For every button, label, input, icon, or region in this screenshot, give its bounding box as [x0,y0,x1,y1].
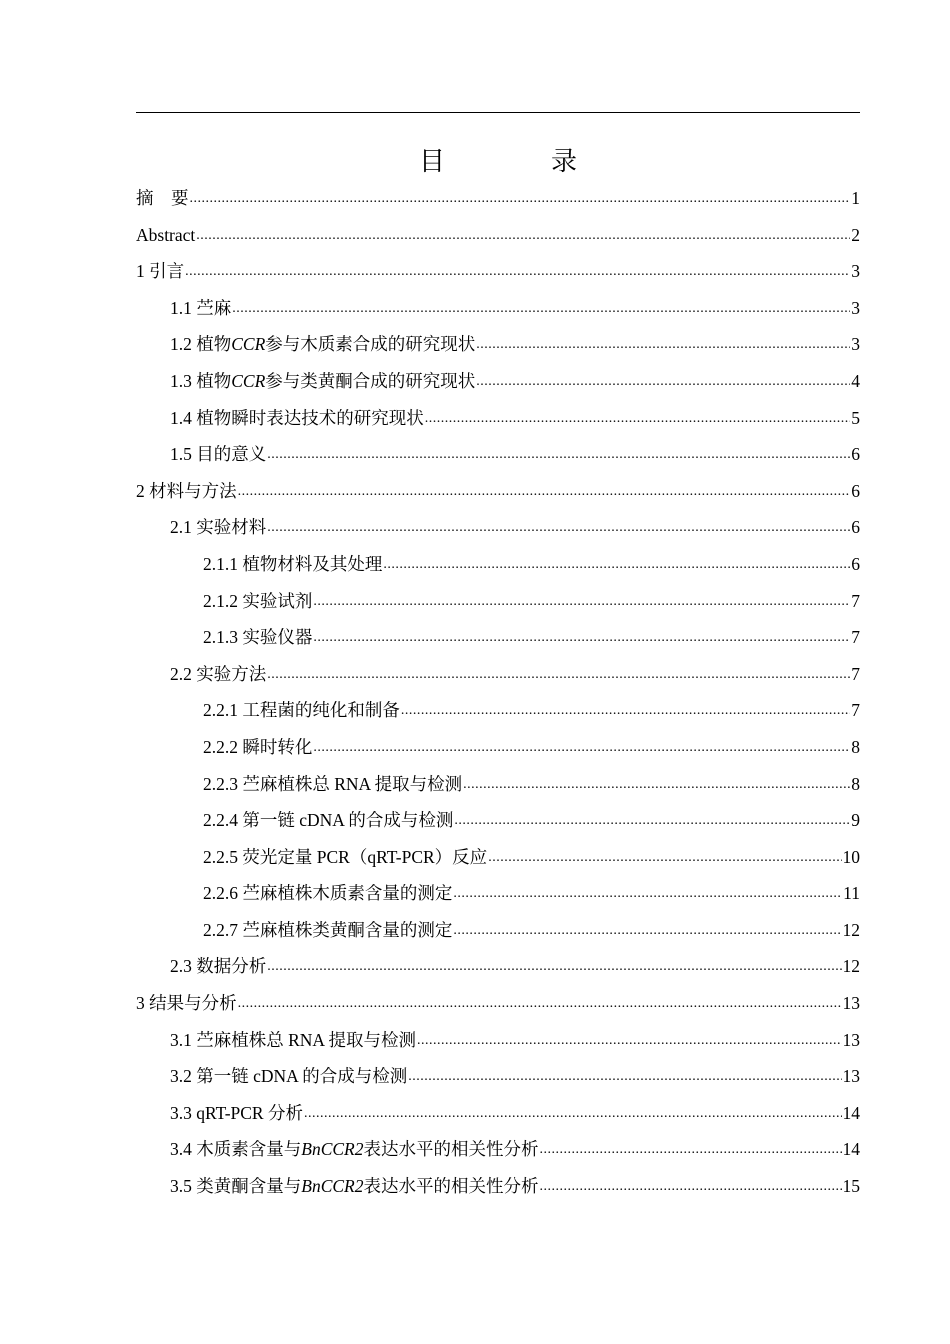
toc-entry-number: 2.2.2 [203,736,238,757]
dot-leader [190,178,851,218]
toc-page-number: 9 [851,810,860,831]
toc-entry[interactable] [136,217,860,254]
toc-entry-title [136,253,184,290]
dot-leader [454,800,850,840]
toc-entry-title [203,729,312,766]
toc-page-number: 11 [843,883,860,904]
toc-entry-text: 目的意义 [196,444,267,465]
toc-entry-title [203,912,452,949]
toc-entry[interactable] [136,692,860,729]
toc-entry-text: 苎麻植株木质素含量的测定 [242,883,453,904]
dot-leader [267,946,841,986]
toc-entry-text: 类黄酮含量与 [196,1176,302,1197]
toc-entry-number: 3.2 [170,1066,192,1087]
dot-leader [453,873,842,913]
toc-entry-number: 2.1 [170,517,192,538]
toc-entry-text: 植物 [196,334,232,355]
dot-leader [463,764,850,804]
toc-entry-text: 实验仪器 [242,627,313,648]
toc-entry-number: 3.1 [170,1029,192,1050]
toc-entry-number: 3 [136,993,145,1014]
toc-entry[interactable] [136,509,860,546]
toc-page-number: 13 [842,1029,860,1050]
toc-entry-title [170,1022,416,1059]
toc-entry-text: 结果与分析 [149,993,237,1014]
toc-page-number: 6 [851,517,860,538]
toc-page-number: 10 [842,846,860,867]
toc-page-number: 5 [851,407,860,428]
toc-entry-number: 2.2.1 [203,700,238,721]
toc-entry-title [203,546,382,583]
toc-entry-text: 实验方法 [196,663,267,684]
toc-entry-title [170,436,266,473]
toc-entry[interactable] [136,1131,860,1168]
toc-entry-number: 3.4 [170,1139,192,1160]
toc-entry-number: 1.3 [170,370,192,391]
toc-entry-number: 1.2 [170,334,192,355]
toc-entry[interactable] [136,875,860,912]
toc-entry-gene-name: CCR [231,370,266,391]
toc-entry[interactable] [136,290,860,327]
toc-entry-number: 2.1.3 [203,627,238,648]
toc-entry[interactable] [136,436,860,473]
dot-leader [196,215,850,255]
toc-entry-title [203,692,400,729]
toc-entry[interactable] [136,363,860,400]
dot-leader [313,581,850,621]
toc-entry[interactable] [136,802,860,839]
toc-page-number: 3 [851,261,860,282]
toc-entry-text: 材料与方法 [149,480,237,501]
toc-entry-title [170,656,266,693]
toc-entry-number: 1 [136,261,145,282]
toc-entry-title [136,985,237,1022]
dot-leader [539,1129,841,1169]
toc-page-number: 7 [851,590,860,611]
toc-entry-number: 1.1 [170,297,192,318]
toc-entry[interactable] [136,912,860,949]
toc-page-number: 13 [842,993,860,1014]
toc-entry-title [170,1168,538,1205]
toc-entry-text: 植物瞬时表达技术的研究现状 [196,407,424,428]
toc-entry-number: 3.3 [170,1102,192,1123]
toc-entry-number: 2.2.7 [203,919,238,940]
toc-entry[interactable] [136,546,860,583]
toc-page-number: 6 [851,480,860,501]
toc-entry-text: 参与木质素合成的研究现状 [265,334,476,355]
toc-page-number: 12 [842,919,860,940]
toc-entry-text: 荧光定量 PCR（qRT-PCR）反应 [242,846,488,867]
dot-leader [488,837,841,877]
toc-entry[interactable] [136,253,860,290]
toc-entry-number: 2.1.2 [203,590,238,611]
toc-entry[interactable] [136,729,860,766]
toc-entry-text: 表达水平的相关性分析 [363,1139,539,1160]
toc-entry-text: 植物材料及其处理 [242,553,383,574]
toc-entry-number: 2.2.4 [203,810,238,831]
toc-entry-text: 苎麻植株总 RNA 提取与检测 [242,773,463,794]
toc-page-number: 13 [842,1066,860,1087]
toc-entry-gene-name: BnCCR2 [301,1139,364,1160]
toc-entry-gene-name: CCR [231,334,266,355]
header-rule [136,112,860,113]
toc-entry-title [203,802,453,839]
toc-entry-number: 1.5 [170,444,192,465]
toc-entry[interactable] [136,1095,860,1132]
toc-entry-text: 引言 [149,261,185,282]
dot-leader [313,617,850,657]
dot-leader [238,983,842,1023]
toc-entry-text: 第一链 cDNA 的合成与检测 [242,810,454,831]
toc-entry-number: 2.2.3 [203,773,238,794]
dot-leader [185,251,850,291]
toc-entry-title [203,839,487,876]
toc-entry-number: 2.2.5 [203,846,238,867]
toc-page-number: 6 [851,444,860,465]
dot-leader [313,727,850,767]
toc-entry-text: 工程菌的纯化和制备 [242,700,400,721]
dot-leader [267,654,850,694]
toc-page-number: 12 [842,956,860,977]
toc-page-number: 7 [851,627,860,648]
toc-entry-title [136,217,195,254]
dot-leader [453,910,841,950]
toc-entry-title [170,509,266,546]
toc-entry-title [170,1131,538,1168]
toc-entry-title [170,290,231,327]
toc-entry-text: qRT-PCR 分析 [196,1102,303,1123]
toc-entry-number: 2.2 [170,663,192,684]
dot-leader [267,434,850,474]
toc-entry-text: 苎麻 [196,297,232,318]
toc-page-number: 4 [851,370,860,391]
toc-entry-text: 第一链 cDNA 的合成与检测 [196,1066,408,1087]
toc-entry-number: 3.5 [170,1176,192,1197]
dot-leader [401,690,850,730]
toc-entry[interactable] [136,1022,860,1059]
toc-entry-title [170,948,266,985]
toc-entry-number: 2 [136,480,145,501]
dot-leader [267,507,850,547]
toc-entry-text: 参与类黄酮合成的研究现状 [265,370,476,391]
toc-entry-number: 2.2.6 [203,883,238,904]
toc-page-number: 14 [842,1102,860,1123]
toc-page-number: 7 [851,663,860,684]
toc-page-number: 2 [851,224,860,245]
dot-leader [539,1166,841,1206]
toc-entry-text: 实验材料 [196,517,267,538]
toc-entry-number: 2.1.1 [203,553,238,574]
toc-entry-text: 摘 要 [136,188,189,208]
toc-entry[interactable] [136,1168,860,1205]
toc-entry-title [170,363,475,400]
toc-entry[interactable] [136,656,860,693]
dot-leader [383,544,850,584]
toc-entry-title [170,1058,407,1095]
dot-leader [232,288,850,328]
dot-leader [425,398,851,438]
toc-page-number: 14 [842,1139,860,1160]
toc-entry-title [170,1095,303,1132]
toc-page-number: 7 [851,700,860,721]
toc-entry-number: 2.3 [170,956,192,977]
toc-entry-text: 木质素含量与 [196,1139,302,1160]
toc-entry-text: Abstract [136,224,196,245]
toc-entry-text: 瞬时转化 [242,736,313,757]
toc-entry-title [203,619,312,656]
toc-entry[interactable] [136,1058,860,1095]
toc-entry-title [203,583,312,620]
toc-entry[interactable] [136,948,860,985]
toc-page-number: 6 [851,553,860,574]
toc-entry-text: 数据分析 [196,956,267,977]
dot-leader [417,1020,842,1060]
toc-page-number: 8 [851,773,860,794]
toc-entry-gene-name: BnCCR2 [301,1176,364,1197]
toc-entry-title [203,875,452,912]
toc-title: 目 录 [418,147,617,176]
toc-entry-text: 植物 [196,370,232,391]
toc-entry-number: 1.4 [170,407,192,428]
toc-page-number: 8 [851,736,860,757]
dot-leader [408,1056,841,1096]
toc-entry-text: 苎麻植株类黄酮含量的测定 [242,919,453,940]
dot-leader [476,324,850,364]
toc-page-number: 3 [851,334,860,355]
toc-entry[interactable] [136,766,860,803]
toc-entry-title [136,180,189,217]
toc-entry[interactable] [136,839,860,876]
dot-leader [304,1093,842,1133]
toc-entry[interactable] [136,619,860,656]
toc-page-number: 1 [851,188,860,208]
toc-entry[interactable] [136,326,860,363]
toc-entry-title [170,326,475,363]
dot-leader [476,361,850,401]
toc-page-number: 15 [842,1176,860,1197]
toc-entry[interactable] [136,985,860,1022]
toc-entry-title [136,473,237,510]
toc-entry-text: 实验试剂 [242,590,313,611]
toc-entry[interactable] [136,473,860,510]
toc-entry-title [203,766,462,803]
table-of-contents [136,180,860,1205]
toc-entry[interactable] [136,583,860,620]
toc-entry[interactable] [136,180,860,217]
toc-entry-text: 苎麻植株总 RNA 提取与检测 [196,1029,416,1050]
toc-entry-text: 表达水平的相关性分析 [363,1176,539,1197]
toc-page-number: 3 [851,297,860,318]
dot-leader [238,471,851,511]
toc-entry[interactable] [136,400,860,437]
toc-entry-title [170,400,424,437]
